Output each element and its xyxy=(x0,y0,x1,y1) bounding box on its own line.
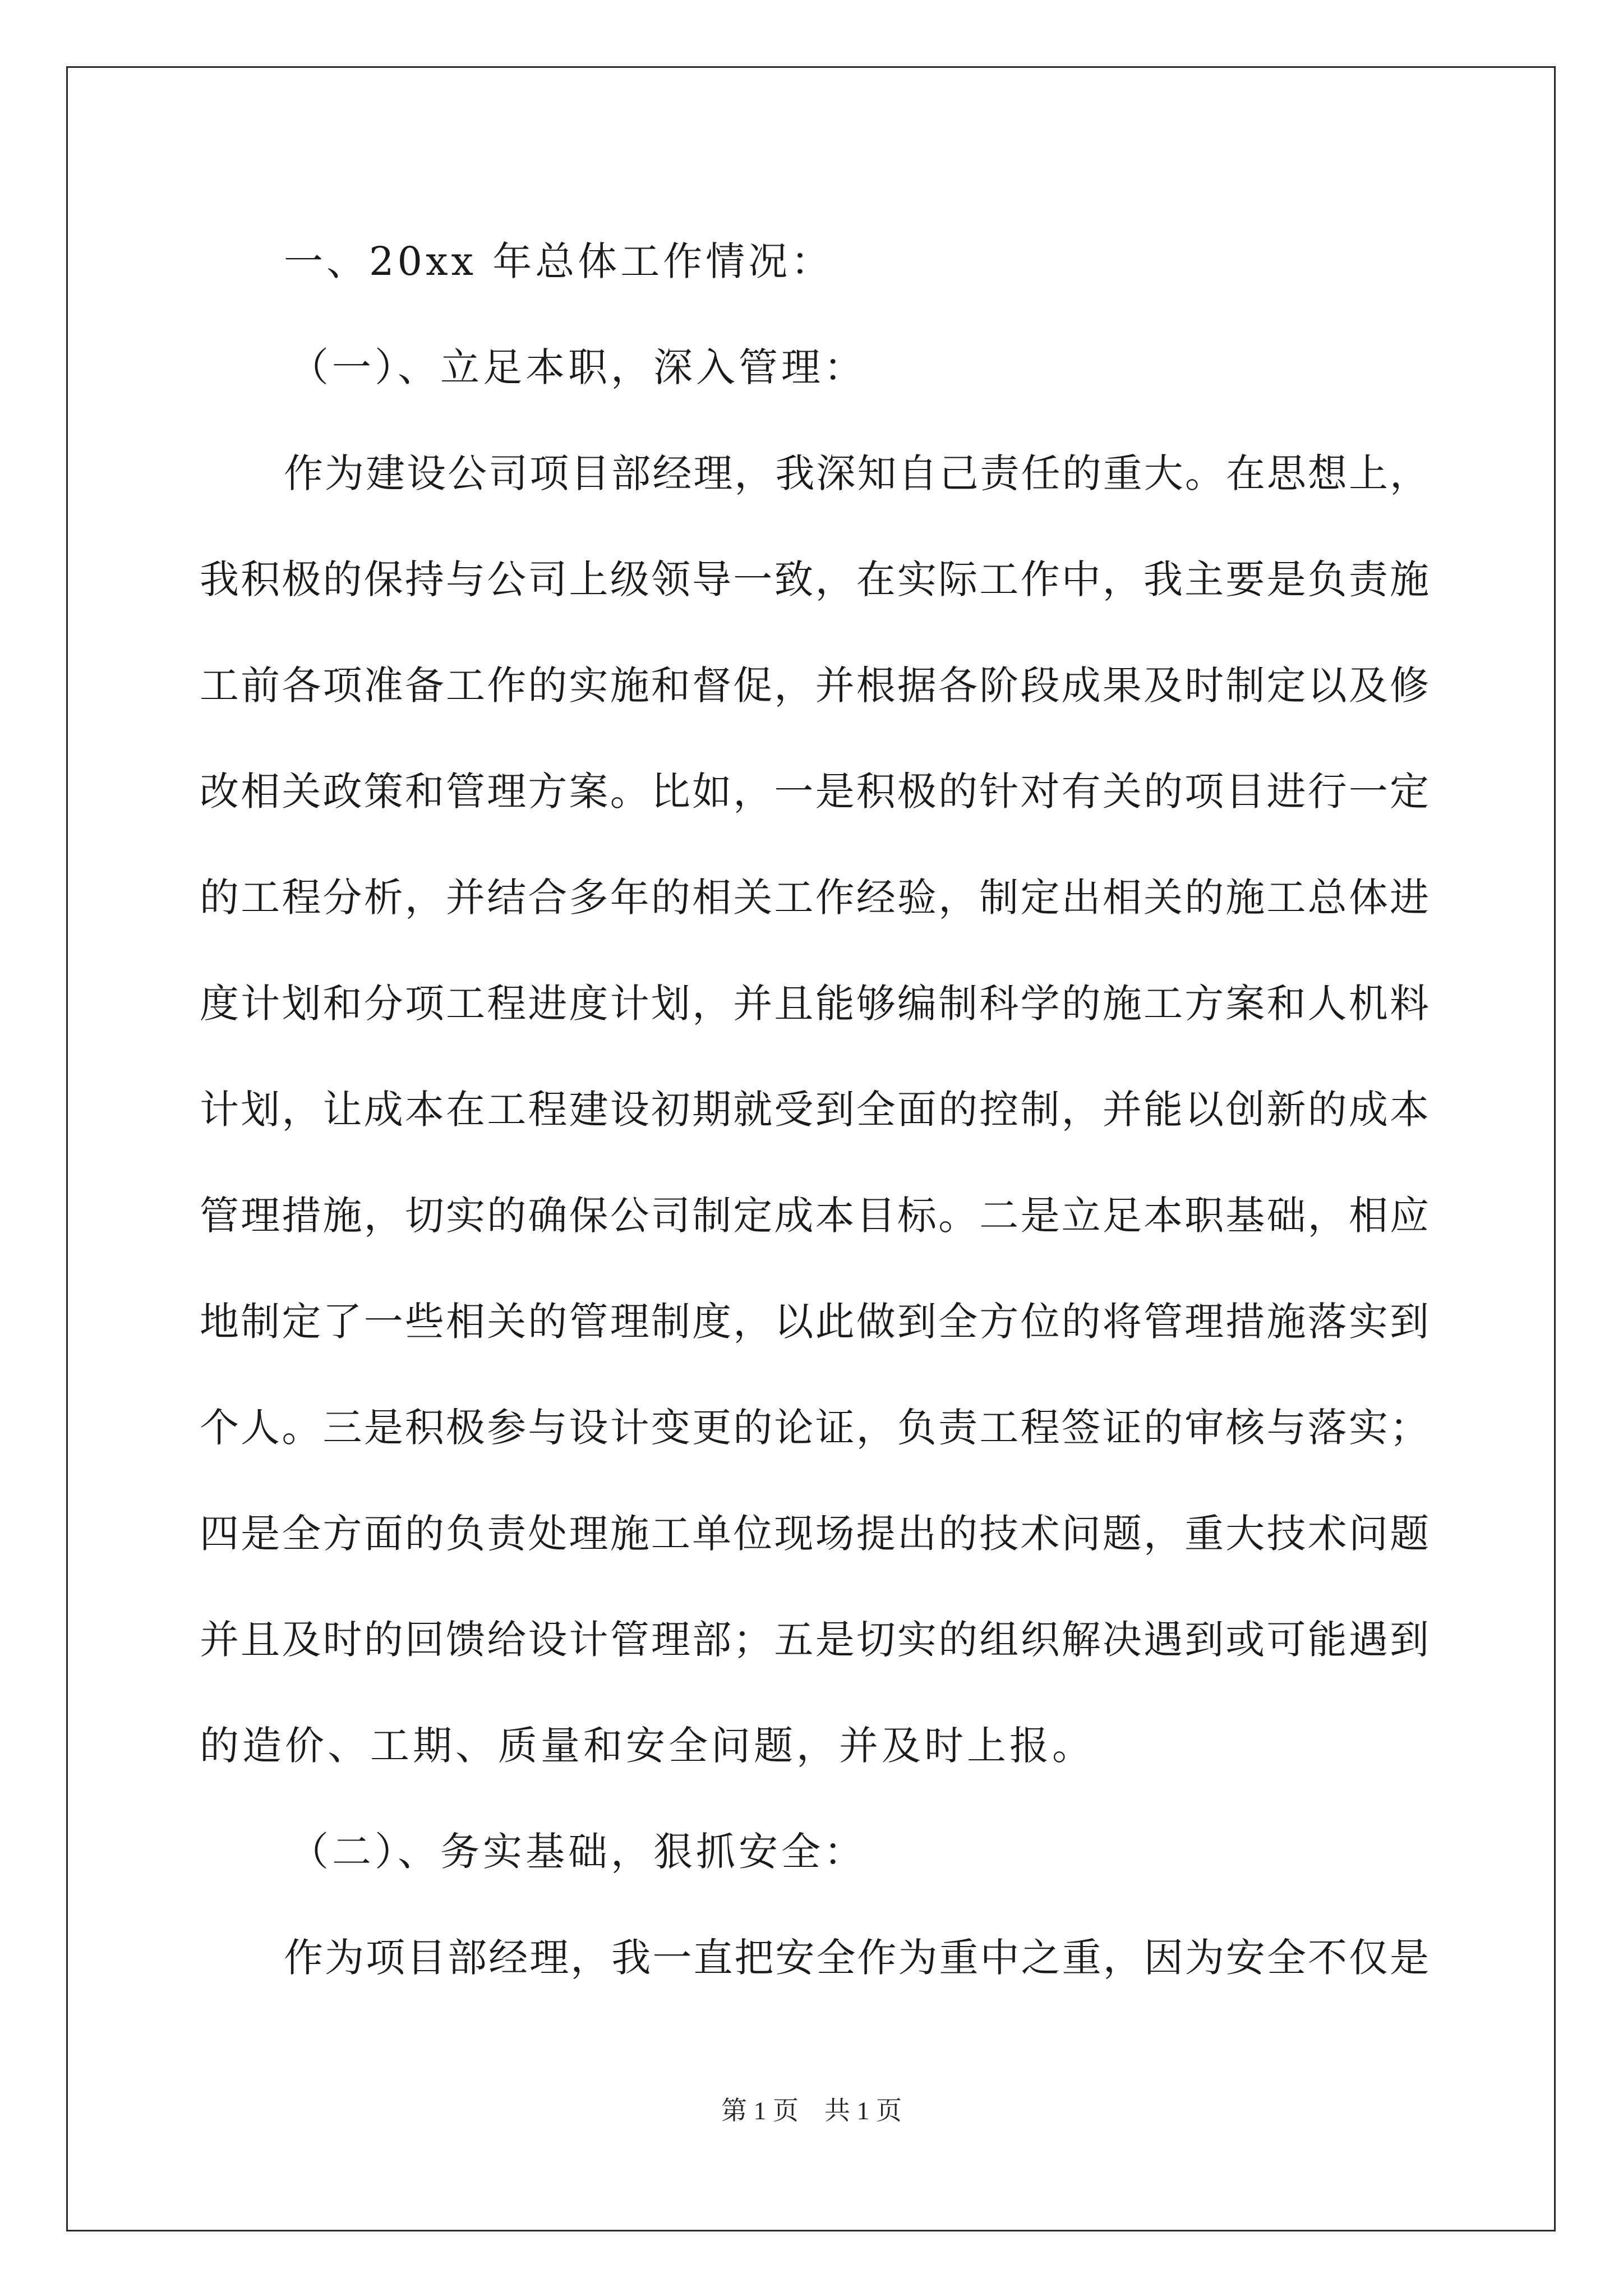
paragraph-line: 个人。三是积极参与设计变更的论证，负责工程签证的审核与落实； xyxy=(200,1405,1429,1451)
document-body xyxy=(200,209,1429,2011)
section-1-paragraph xyxy=(200,421,1429,1799)
page-number: 第 1 页 xyxy=(721,2096,799,2125)
paragraph-line: 并且及时的回馈给设计管理部；五是切实的组织解决遇到或可能遇到 xyxy=(200,1617,1429,1663)
paragraph-line: 管理措施，切实的确保公司制定成本目标。二是立足本职基础，相应 xyxy=(200,1193,1429,1239)
paragraph-line: 作为建设公司项目部经理，我深知自己责任的重大。在思想上， xyxy=(284,450,1429,496)
paragraph-line: 改相关政策和管理方案。比如，一是积极的针对有关的项目进行一定 xyxy=(200,769,1429,815)
heading-overall-work: 一、20xx 年总体工作情况： xyxy=(284,238,834,284)
section-2-title: （二）、务实基础，狠抓安全： xyxy=(289,1829,866,1875)
paragraph-line: 我积极的保持与公司上级领导一致，在实际工作中，我主要是负责施 xyxy=(200,556,1429,602)
page-footer xyxy=(0,2090,1623,2127)
paragraph-line: 计划，让成本在工程建设初期就受到全面的控制，并能以创新的成本 xyxy=(200,1087,1429,1133)
paragraph-line: 作为项目部经理，我一直把安全作为重中之重，因为安全不仅是 xyxy=(284,1935,1429,1981)
paragraph-line: 的工程分析，并结合多年的相关工作经验，制定出相关的施工总体进 xyxy=(200,875,1429,921)
section-2-paragraph xyxy=(200,1905,1429,2011)
paragraph-line: 的造价、工期、质量和安全问题，并及时上报。 xyxy=(200,1723,1095,1769)
section-1-title: （一）、立足本职，深入管理： xyxy=(289,344,866,390)
paragraph-line: 工前各项准备工作的实施和督促，并根据各阶段成果及时制定以及修 xyxy=(200,662,1429,708)
paragraph-line: 地制定了一些相关的管理制度，以此做到全方位的将管理措施落实到 xyxy=(200,1299,1429,1345)
paragraph-line: 度计划和分项工程进度计划，并且能够编制科学的施工方案和人机料 xyxy=(200,981,1429,1027)
paragraph-line: 四是全方面的负责处理施工单位现场提出的技术问题，重大技术问题 xyxy=(200,1511,1429,1557)
page-total: 共 1 页 xyxy=(824,2096,902,2125)
